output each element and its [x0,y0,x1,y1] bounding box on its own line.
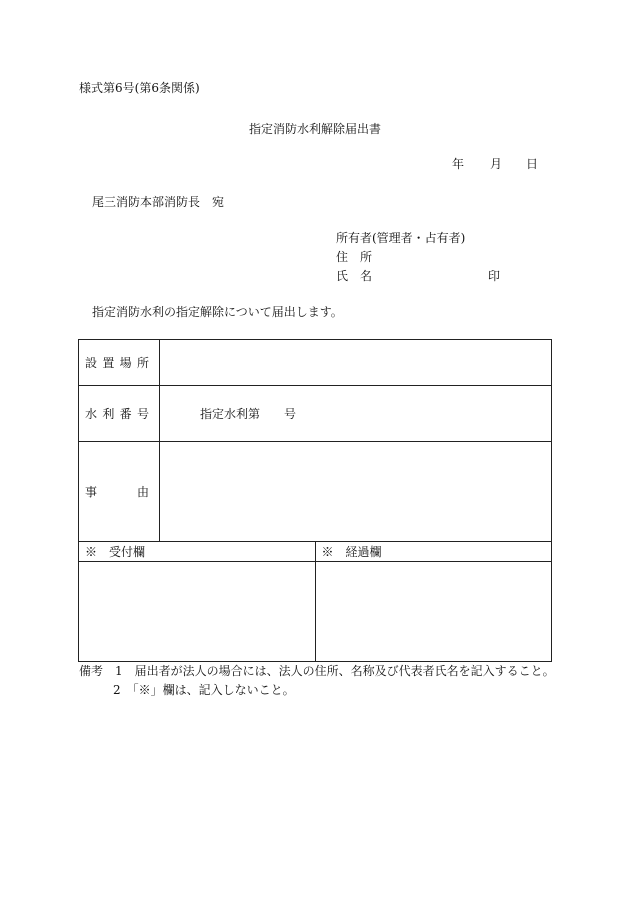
form-number: 様式第6号(第6条関係) [79,81,200,95]
applicant-name-label: 氏 名 [336,269,373,283]
note-2: 2 「※」欄は、記入しないこと。 [113,683,295,697]
progress-field [315,562,552,661]
reason-label-cell [79,442,160,541]
location-label-cell [79,340,160,385]
table-row-reason [78,441,552,541]
reason-label: 事 由 [85,485,149,499]
date-line [452,158,538,170]
reason-field[interactable] [160,442,551,541]
applicant-address-label: 住 所 [336,250,373,264]
statement: 指定消防水利の指定解除について届出します。 [92,305,343,319]
number-label-cell [79,386,160,441]
table-row-location [78,339,552,385]
office-use-body [78,561,552,662]
date-year: 年 [452,157,465,171]
date-month: 月 [490,157,503,171]
progress-label: ※ 経過欄 [315,542,552,561]
addressee: 尾三消防本部消防長 宛 [92,195,225,209]
number-field[interactable] [160,386,551,441]
reception-label: ※ 受付欄 [85,545,146,559]
document-title: 指定消防水利解除届出書 [248,122,381,136]
date-day: 日 [526,157,539,171]
form-table [78,339,552,662]
location-label: 設 置 場 所 [85,356,149,370]
table-row-number [78,385,552,441]
applicant-role: 所有者(管理者・占有者) [336,231,466,245]
note-1: 備考 1 届出者が法人の場合には、法人の住所、名称及び代表者氏名を記入すること。 [79,664,555,678]
number-label: 水 利 番 号 [85,407,149,421]
reception-field [79,562,315,661]
location-field[interactable] [160,340,551,385]
office-use-header [78,541,552,561]
number-value: 指定水利第 号 [200,407,297,421]
seal-mark: 印 [488,269,501,283]
